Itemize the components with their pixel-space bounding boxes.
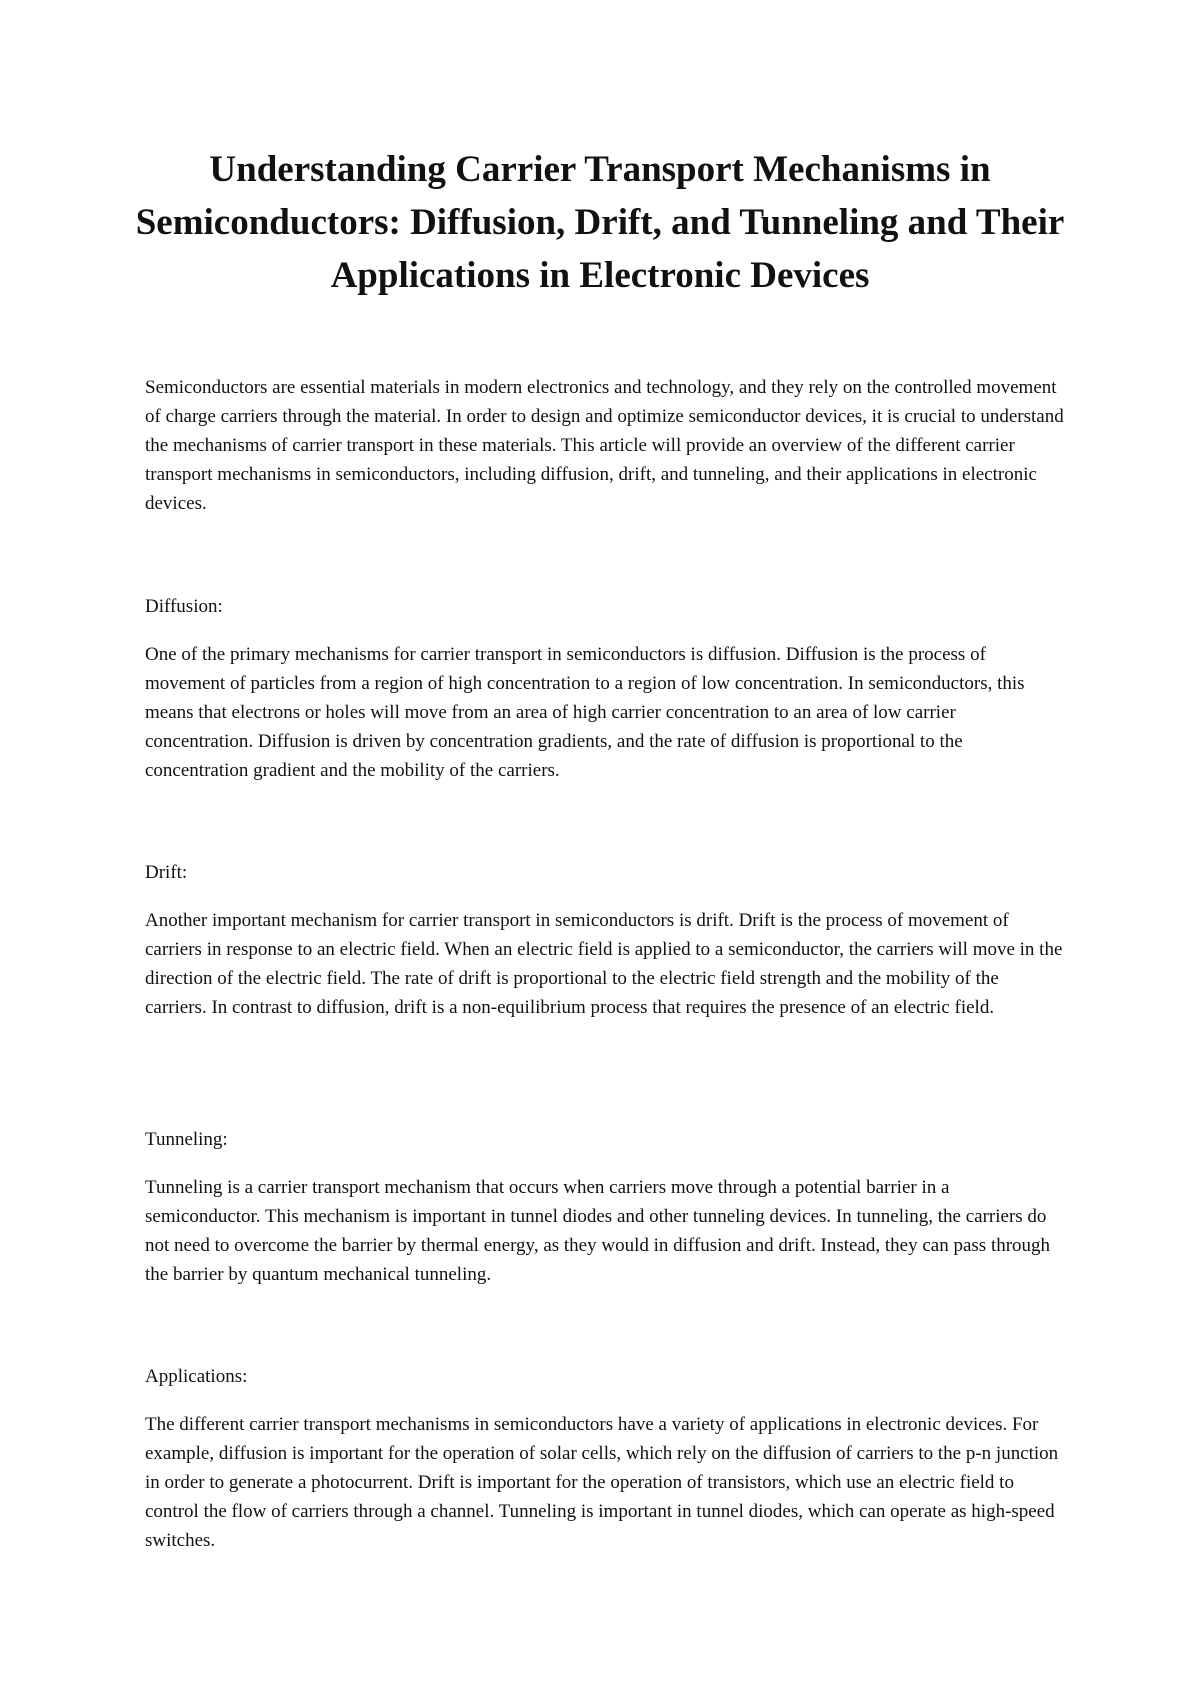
section-body-applications: The different carrier transport mechanisms in semiconductors have a variety of applications in electronic devices. For example, diffusion is important for the operation of solar cells, which rely on the diffusion of carriers to the p-n junction in order to generate a photocurrent. Drift is important for the operation of transistors, which use an electric field to control the flow of carriers through a channel. Tunneling is important in tunnel diodes, which can operate as high-speed switches. <box>145 1414 1059 1551</box>
section-heading-applications: Applications: <box>145 1366 248 1387</box>
section-heading-diffusion: Diffusion: <box>145 596 223 617</box>
section-heading-tunneling: Tunneling: <box>145 1129 228 1150</box>
section-body-tunneling: Tunneling is a carrier transport mechanism that occurs when carriers move through a potential barrier in a semiconductor. This mechanism is important in tunnel diodes and other tunneling devices. In tunneling, the carriers do not need to overcome the barrier by thermal energy, as they would in diffusion and drift. Instead, they can pass through the barrier by quantum mechanical tunneling. <box>145 1177 1051 1285</box>
document-title: Understanding Carrier Transport Mechanisms in Semiconductors: Diffusion, Drift, and Tunneling and Their Applications in Electronic Devices <box>135 149 1065 296</box>
section-body-drift: Another important mechanism for carrier transport in semiconductors is drift. Drift is the process of movement of carriers in response to an electric field. When an electric field is applied to a semiconductor, the carriers will move in the direction of the electric field. The rate of drift is proportional to the electric field strength and the mobility of the carriers. In contrast to diffusion, drift is a non-equilibrium process that requires the presence of an electric field. <box>145 910 1063 1018</box>
section-body-diffusion: One of the primary mechanisms for carrier transport in semiconductors is diffusion. Diffusion is the process of movement of particles from a region of high concentration to a region of low concentration. In semiconductors, this means that electrons or holes will move from an area of high carrier concentration to an area of low carrier concentration. Diffusion is driven by concentration gradients, and the rate of diffusion is proportional to the concentration gradient and the mobility of the carriers. <box>145 644 1025 781</box>
section-heading-drift: Drift: <box>145 862 188 883</box>
intro-paragraph: Semiconductors are essential materials in modern electronics and technology, and they rely on the controlled movement of charge carriers through the material. In order to design and optimize semiconductor devices, it is crucial to understand the mechanisms of carrier transport in these materials. This article will provide an overview of the different carrier transport mechanisms in semiconductors, including diffusion, drift, and tunneling, and their applications in electronic devices. <box>145 377 1064 514</box>
